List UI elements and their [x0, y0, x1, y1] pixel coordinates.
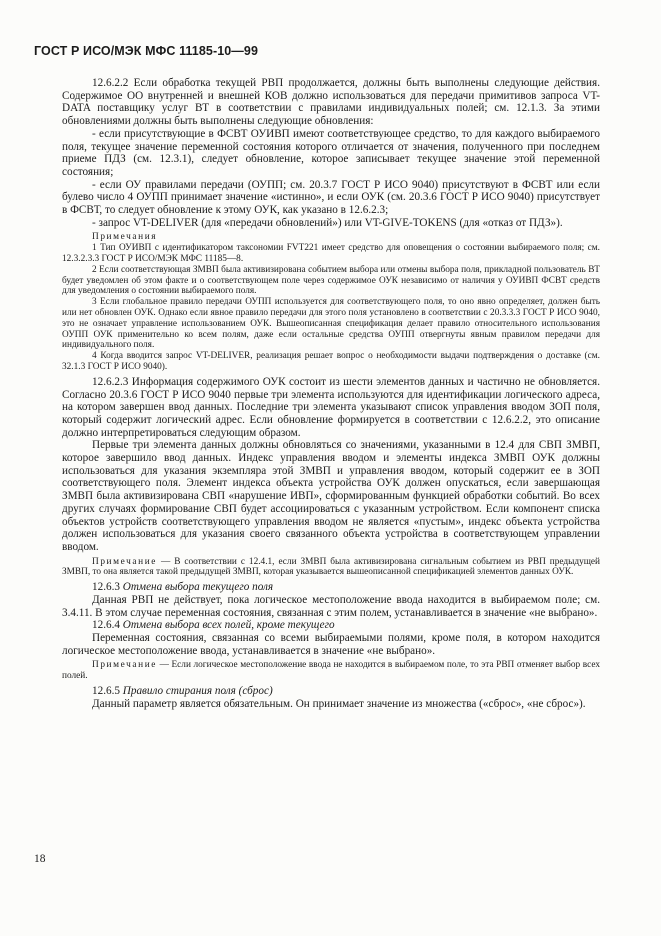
bullet-item: - если ОУ правилами передачи (ОУПП; см. 20.3.7 ГОСТ Р ИСО 9040) присутствуют в ФСВТ или если булево число 4 ОУПП принимает значение «истинно», и если ОУК (см. 20.3.6 ГОСТ Р ИСО 9040) присутствует в ФСВТ, то следует обновление к этому ОУК, как указано в 12.6.2.3; — [62, 178, 600, 217]
document-header: ГОСТ Р ИСО/МЭК МФС 11185-10—99 — [34, 44, 259, 58]
note-4: 4 Когда вводится запрос VT-DELIVER, реализация решает вопрос о необходимости выдачи подтверждения о доставке (см. 32.1.3 ГОСТ Р ИСО 9040). — [62, 351, 600, 372]
note-paragraph — [62, 557, 600, 579]
paragraph: Первые три элемента данных должны обновляться со значениями, указанными в 12.4 для СВП ЗМВП, которое завершило ввод данных. Индекс управления вводом и элементы индекса ЗМВП ОУК должны использоваться для указания экземпляра этой ЗМВП и управления вводом, который содержит ее в ЗОП соответствующего поля. Элемент индекса объекта устройства ОУК должен опускаться, если завершающая ЗМВП была активизирована СВП «нарушение ИВП», сформированным функцией обработки событий. Во всех других случаях формирование СВП будет ассоциироваться с указанным устройством. Если компонент списка объектов устройств соответствующего управления вводом не является «пустым», индекс объекта устройства должен использоваться для указания своего связанного объекта устройства в соответствующем управлении вводом. — [62, 439, 600, 553]
paragraph-12-6-2-2: 12.6.2.2 Если обработка текущей РВП продолжается, должны быть выполнены следующие действия. Содержимое ОО внутренней и внешней КОВ должно использоваться для передачи примитивов запроса VT-DATA поставщику услуг ВТ в соответствии с правилами индивидуальных полей; см. 12.1.3. За этими обновлениями должны быть выполнены следующие обновления: — [62, 77, 600, 128]
section-heading-12-6-5 — [62, 685, 600, 698]
section-title: Отмена выбора всех полей, кроме текущего — [122, 619, 335, 632]
paragraph: Данная РВП не действует, пока логическое местоположение ввода находится в выбираемом поле; см. 3.4.11. В этом случае переменная состояния, связанная с этим полем, устанавливается в значение «не выбрано». — [62, 593, 600, 619]
note-3: 3 Если глобальное правило передачи ОУПП используется для соответствующего поля, то оно явно определяет, должен быть или нет обновлен ОУК. Однако если явное правило передачи для этого поля установлено в соответствии с 20.3.3.3 ГОСТ Р ИСО 9040, это не означает управление использованием ОУК. Вышеописанная спецификация делает правило относительного использования ОУПП ОУК применительно ко всем полям, даже если остальные средства ОУПП отвергнуты явным правилом передачи для индивидуального поля. — [62, 297, 600, 351]
note-2: 2 Если соответствующая ЗМВП была активизирована событием выбора или отмены выбора поля, прикладной пользователь ВТ будет уведомлен об этом факте и о соответствующем поле через содержимое ОУК независимо от наличия у ОУИВП ФСВТ средств для уведомления о состоянии выбираемого поля. — [62, 264, 600, 297]
section-heading-12-6-3 — [62, 581, 600, 594]
bullet-item: - запрос VT-DELIVER (для «передачи обновлений») или VT-GIVE-TOKENS (для «отказ от ПДЗ»). — [92, 216, 563, 229]
note-paragraph — [62, 660, 600, 682]
paragraph-12-6-2-3: 12.6.2.3 Информация содержимого ОУК состоит из шести элементов данных и частично не обновляется. Согласно 20.3.6 ГОСТ Р ИСО 9040 первые три элемента используются для идентификации логического адреса, на котором завершен ввод данных. Последние три элемента указывают список управления вводом ЗОП поля, который содержит логический адрес. Если обновление формируется в соответствии с 12.6.2.2, это описание должно интерпретироваться следующим образом. — [62, 375, 600, 439]
note-1: 1 Тип ОУИВП с идентификатором таксономии FVT221 имеет средство для оповещения о состоянии выбираемого поля; см. 12.3.2.3.3 ГОСТ Р ИСО/МЭК МФС 11185—8. — [62, 243, 600, 265]
note-text: — В соответствии с 12.4.1, если ЗМВП была активизирована сигнальным событием из РВП предыдущей ЗМВП, то она является такой предыдущей ЗМВП, которая указывается вышеописанной спецификацией элементов данных ОУК. — [62, 556, 600, 578]
section-heading-12-6-4 — [62, 619, 600, 632]
page-number: 18 — [34, 853, 46, 865]
section-number: 12.6.5 — [92, 685, 120, 698]
section-number: 12.6.4 — [92, 619, 120, 632]
note-text: — Если логическое местоположение ввода не находится в выбираемом поле, то эта РВП отменяет выбор всех полей. — [62, 660, 600, 682]
paragraph: Переменная состояния, связанная со всеми выбираемыми полями, кроме поля, в котором находится логическое местоположение ввода, устанавливается в значение «не выбрано». — [62, 632, 600, 657]
notes-label: Примечания — [92, 232, 158, 243]
paragraph: Данный параметр является обязательным. Он принимает значение из множества («сброс», «не сброс»). — [92, 697, 586, 710]
section-number: 12.6.3 — [92, 581, 120, 594]
bullet-item: - если присутствующие в ФСВТ ОУИВП имеют соответствующее средство, то для каждого выбираемого поля, текущее значение переменной состояния которого отличается от значения, полученного при последнем приеме ПДЗ (см. 12.3.1), следует обновление, которое записывает текущее значение этой переменной состояния; — [62, 127, 600, 178]
section-title: Правило стирания поля (сброс) — [122, 685, 273, 698]
note-label: Примечание — [92, 660, 157, 671]
section-title: Отмена выбора текущего поля — [122, 581, 274, 594]
note-label: Примечание — [92, 556, 157, 567]
document-body — [62, 77, 600, 710]
